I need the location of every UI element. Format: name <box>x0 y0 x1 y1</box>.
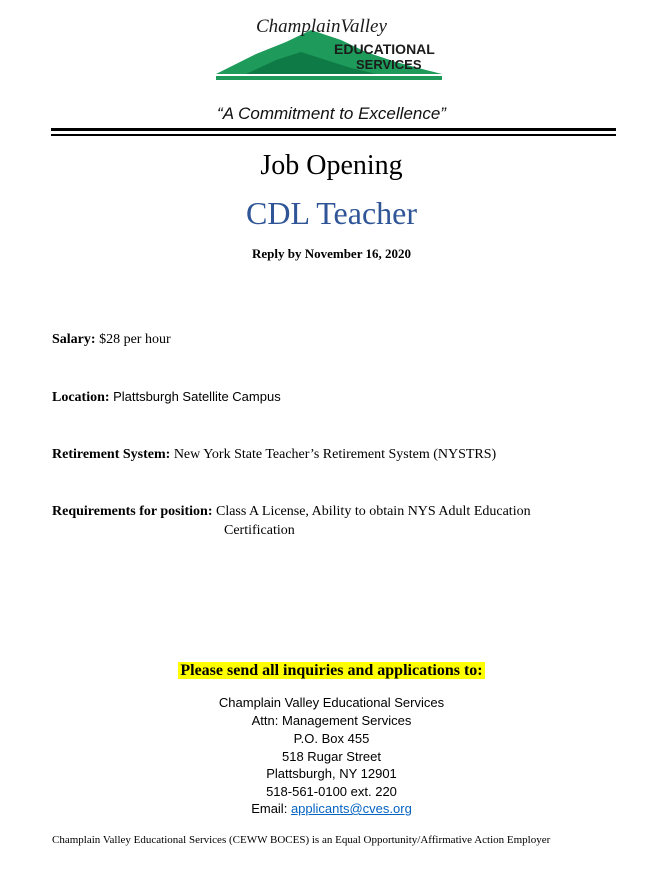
requirements-value-line1: Class A License, Ability to obtain NYS Adult Education <box>215 504 531 519</box>
contact-attn: Attn: Management Services <box>251 713 412 728</box>
location-label: Location: <box>52 390 110 405</box>
logo-services-text: SERVICES <box>356 57 422 72</box>
retirement-label: Retirement System: <box>52 447 171 462</box>
contact-city: Plattsburgh, NY 12901 <box>266 766 397 781</box>
retirement-field <box>52 447 496 463</box>
salary-field <box>52 332 171 348</box>
retirement-value: New York State Teacher’s Retirement System (NYSTRS) <box>173 447 497 462</box>
location-field <box>52 389 281 406</box>
logo-educational-text: EDUCATIONAL <box>334 41 435 57</box>
email-link[interactable]: applicants@cves.org <box>290 801 412 816</box>
salary-value: $28 per hour <box>99 332 171 347</box>
contact-email-line <box>0 801 663 816</box>
divider-thick <box>51 128 616 131</box>
requirements-value-line2: Certification <box>224 523 295 538</box>
requirements-field <box>52 504 531 520</box>
location-value: Plattsburgh Satellite Campus <box>113 389 281 404</box>
reply-by-date: Reply by November 16, 2020 <box>251 246 411 261</box>
tagline: “A Commitment to Excellence” <box>217 104 446 123</box>
contact-street: 518 Rugar Street <box>281 749 381 764</box>
contact-po-box: P.O. Box 455 <box>293 731 370 746</box>
requirements-label: Requirements for position: <box>52 504 213 519</box>
eeo-footer: Champlain Valley Educational Services (CEWW BOCES) is an Equal Opportunity/Affirmative Action Employer <box>52 834 551 846</box>
contact-phone: 518-561-0100 ext. 220 <box>266 784 397 799</box>
logo-script-text: ChamplainValley <box>256 16 387 37</box>
salary-label: Salary: <box>52 332 96 347</box>
divider-thin <box>51 134 616 136</box>
position-title: CDL Teacher <box>245 195 417 231</box>
cves-logo <box>216 12 446 82</box>
contact-heading-block <box>0 662 663 680</box>
contact-heading: Please send all inquiries and applications to: <box>180 662 483 679</box>
email-label: Email: <box>251 801 288 816</box>
contact-org: Champlain Valley Educational Services <box>218 695 445 710</box>
job-opening-heading: Job Opening <box>260 150 403 181</box>
